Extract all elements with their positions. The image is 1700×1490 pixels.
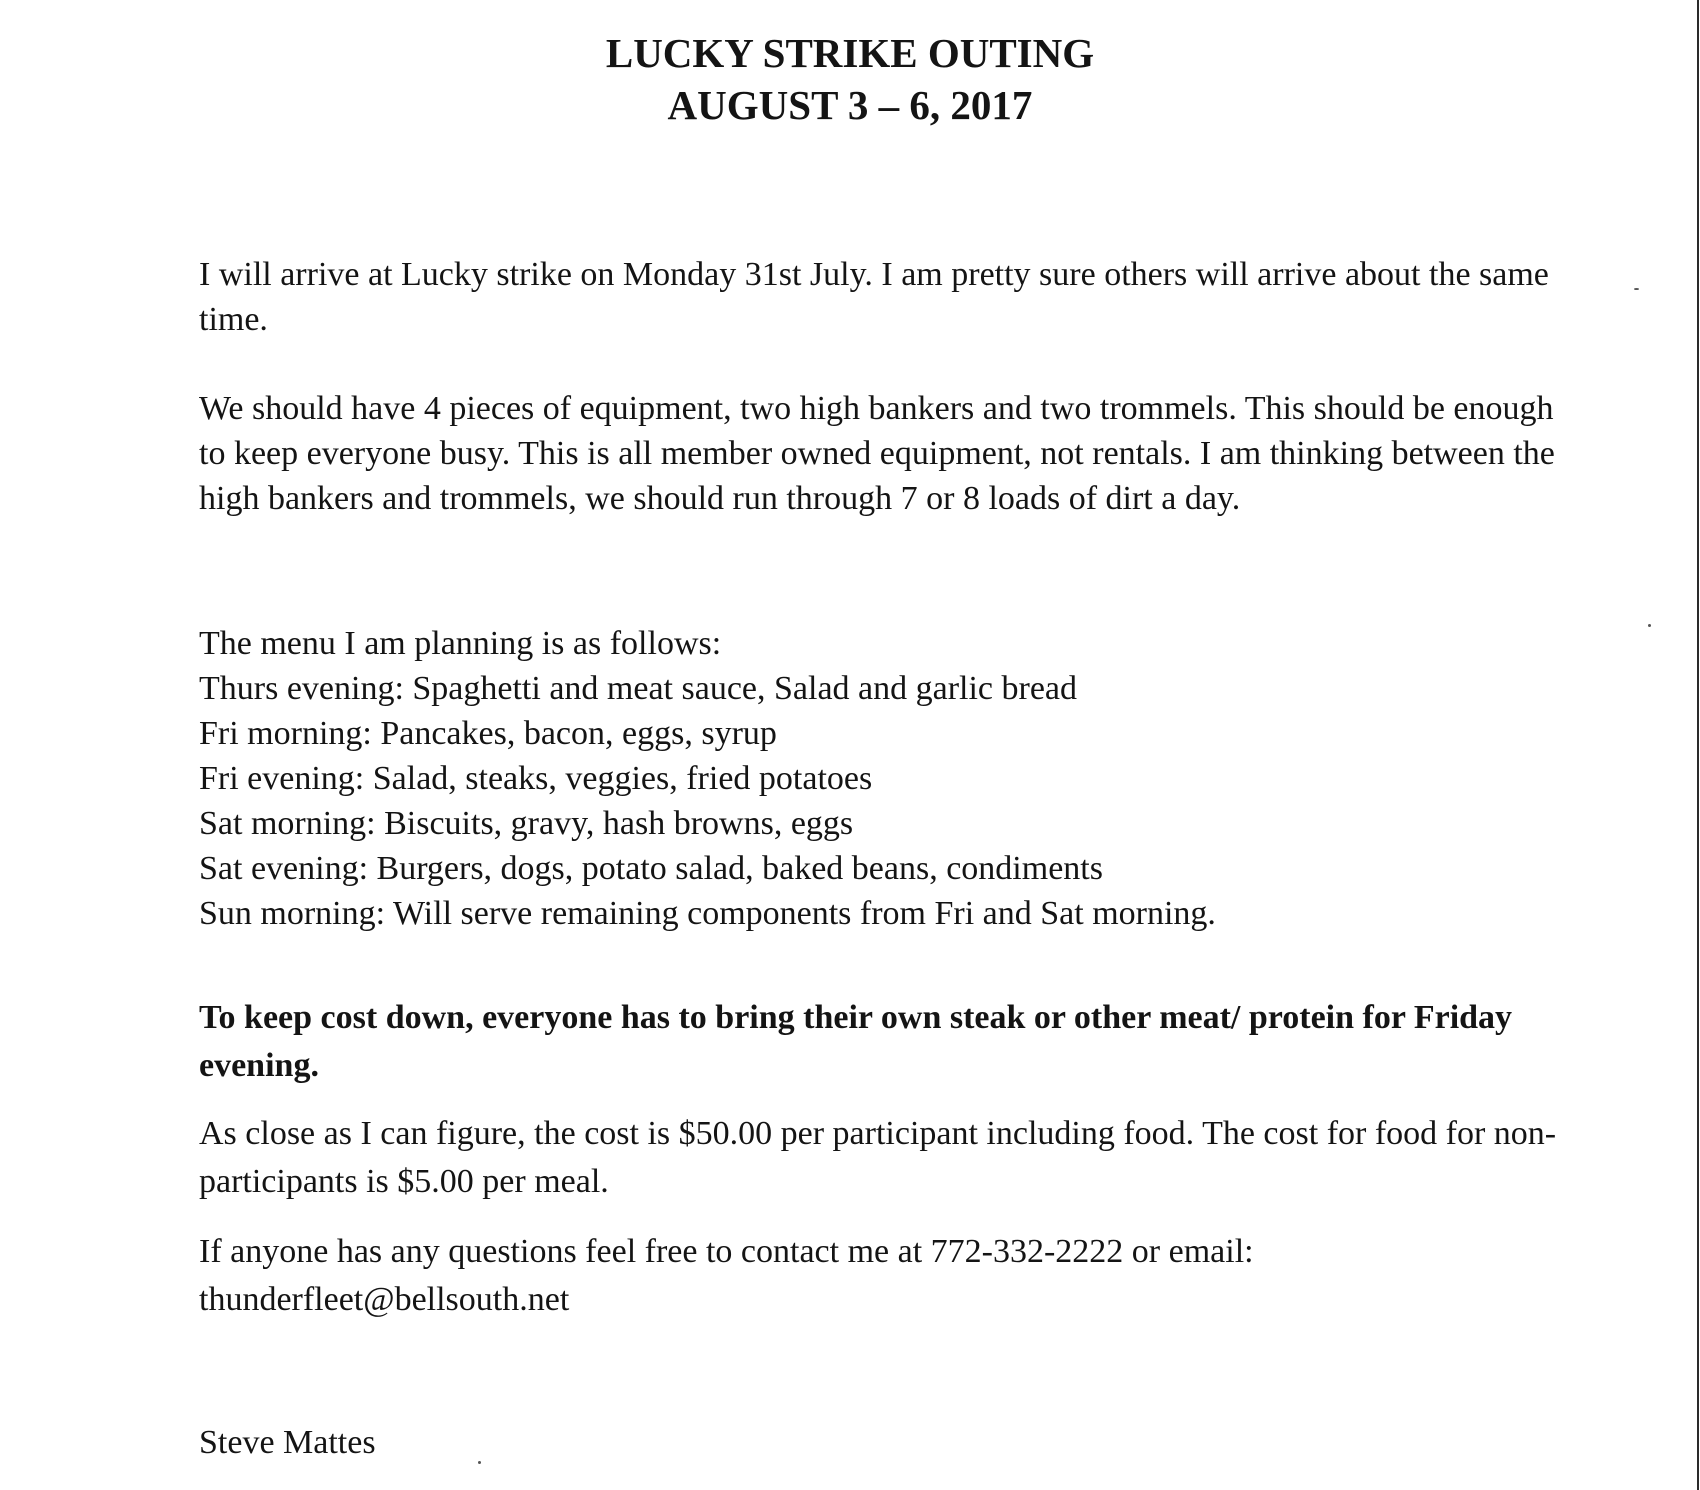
menu-item-sat-morning: Sat morning: Biscuits, gravy, hash browns, eggs xyxy=(199,805,854,842)
menu-item-sat-evening: Sat evening: Burgers, dogs, potato salad, baked beans, condiments xyxy=(199,850,1103,887)
document-date: AUGUST 3 – 6, 2017 xyxy=(667,82,1033,128)
menu-list xyxy=(199,621,1579,936)
contact-paragraph: If anyone has any questions feel free to contact me at 772-332-2222 or email: thunderfleet@bellsouth.net xyxy=(199,1233,1254,1318)
scan-speck xyxy=(1648,624,1651,627)
arrival-paragraph: I will arrive at Lucky strike on Monday 31st July. I am pretty sure others will arrive about the same time. xyxy=(199,256,1549,338)
notice-paragraph: To keep cost down, everyone has to bring their own steak or other meat/ protein for Friday evening. xyxy=(199,999,1513,1084)
menu-item-fri-morning: Fri morning: Pancakes, bacon, eggs, syrup xyxy=(199,715,777,752)
menu-heading: The menu I am planning is as follows: xyxy=(199,625,722,662)
menu-item-sun-morning: Sun morning: Will serve remaining components from Fri and Sat morning. xyxy=(199,895,1216,932)
scan-speck xyxy=(1634,288,1639,290)
document-title: LUCKY STRIKE OUTING xyxy=(605,30,1095,76)
signature: Steve Mattes xyxy=(199,1424,376,1461)
menu-item-fri-evening: Fri evening: Salad, steaks, veggies, fried potatoes xyxy=(199,760,873,797)
page-edge-line xyxy=(1697,0,1699,1490)
equipment-paragraph: We should have 4 pieces of equipment, two high bankers and two trommels. This should be enough to keep everyone busy. This is all member owned equipment, not rentals. I am thinking between the high bankers and trommels, we should run through 7 or 8 loads of dirt a day. xyxy=(199,390,1555,517)
cost-paragraph: As close as I can figure, the cost is $50.00 per participant including food. The cost for food for non-participants is $5.00 per meal. xyxy=(199,1115,1557,1200)
menu-item-thurs-evening: Thurs evening: Spaghetti and meat sauce, Salad and garlic bread xyxy=(199,670,1078,707)
